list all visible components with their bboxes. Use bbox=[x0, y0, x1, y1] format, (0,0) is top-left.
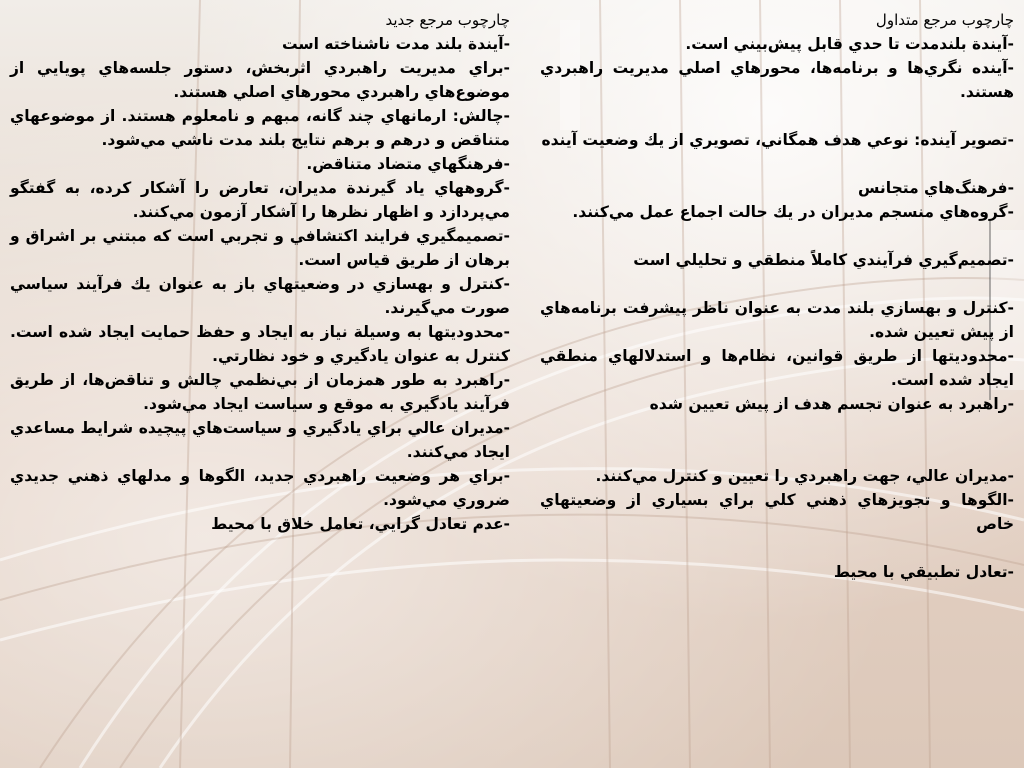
current-frame-item: -تصوير آينده: نوعي هدف همگاني، تصويري از يك وضعيت آينده bbox=[541, 131, 1014, 149]
new-frame-item: -مديران عالي براي يادگيري و سياست‌هاي پيچيده شرايط مساعدي ايجاد مي‌كنند. bbox=[10, 419, 510, 461]
current-frame-item: -گروه‌هاي منسجم مديران در يك حالت اجماع عمل مي‌كنند. bbox=[572, 203, 1014, 221]
new-frame-item: -محدوديتها به وسيلة نياز به ايجاد و حفظ حمايت ايجاد شده است. كنترل به عنوان يادگيري و خود نظارتي. bbox=[10, 323, 510, 365]
spacer bbox=[540, 104, 1014, 128]
spacer bbox=[540, 416, 1014, 440]
current-frame-item: -تصميم‌گيري فرآيندي كاملاً منطقي و تحليلي است bbox=[633, 251, 1014, 269]
new-frame-item: -كنترل و بهسازي در وضعيتهاي باز به عنوان يك فرآيند سياسي صورت مي‌گيرند. bbox=[10, 275, 510, 317]
spacer bbox=[540, 440, 1014, 464]
current-frame-item: -مديران عالي، جهت راهبردي را تعيين و كنترل مي‌كنند. bbox=[595, 467, 1014, 485]
new-frame-item: -آيندة بلند مدت ناشناخته است bbox=[281, 35, 510, 53]
new-frame-item: -براي هر وضعيت راهبردي جديد، الگوها و مدلهاي ذهني جديدي ضروري مي‌شود. bbox=[10, 467, 510, 509]
current-frame-item: -آيندة بلندمدت تا حدي قابل پيش‌بيني است. bbox=[685, 35, 1014, 53]
spacer bbox=[540, 152, 1014, 176]
current-frame-item: -تعادل تطبيقي با محيط bbox=[833, 563, 1014, 581]
current-frame-item: -آينده نگري‌ها و برنامه‌ها، محورهاي اصلي مديريت راهبردي هستند. bbox=[540, 59, 1014, 101]
new-frame-item: -عدم تعادل گرايي، تعامل خلاق با محيط bbox=[211, 515, 510, 533]
current-frame-item: -راهبرد به عنوان تجسم هدف از پيش تعيين شده bbox=[649, 395, 1014, 413]
current-frame-item: -محدوديتها از طريق قوانين، نظام‌ها و استدلالهاي منطقي ايجاد شده است. bbox=[540, 347, 1014, 389]
current-frame-item: -الگوها و تجويزهاي ذهني كلي براي بسياري از وضعيتهاي خاص bbox=[540, 491, 1014, 533]
new-frame-item: -گروههاي ياد گيرندة مديران، تعارض را آشكار كرده، به گفتگو مي‌پردازد و اظهار نظرها را آشكار آزمون مي‌كنند. bbox=[10, 179, 510, 221]
current-frame-title: چارچوب مرجع متداول bbox=[875, 11, 1014, 29]
new-frame-item: -تصميمگيري فرايند اكتشافي و تجربي است كه مبتني بر اشراق و برهان از طريق قياس است. bbox=[10, 227, 510, 269]
new-frame-item: -چالش: ارمانهاي چند گانه، مبهم و نامعلوم هستند. از موضوعهاي متناقض و درهم و برهم نتايج بلند مدت ناشي مي‌شود. bbox=[10, 107, 510, 149]
current-frame-item: -كنترل و بهسازي بلند مدت به عنوان ناظر پيشرفت برنامه‌هاي از پيش تعيين شده. bbox=[540, 299, 1014, 341]
spacer bbox=[540, 272, 1014, 296]
current-frame-item: -فرهنگ‌هاي متجانس bbox=[858, 179, 1014, 197]
new-frame-title: چارچوب مرجع جديد bbox=[385, 11, 510, 29]
spacer bbox=[540, 536, 1014, 560]
current-frame-of-reference-column bbox=[540, 8, 1014, 584]
new-frame-of-reference-column bbox=[10, 8, 510, 536]
new-frame-item: -براي مديريت راهبردي اثربخش، دستور جلسه‌هاي پويايي از موضوع‌هاي راهبردي محورهاي اصلي هستند. bbox=[10, 59, 510, 101]
new-frame-item: -راهبرد به طور همزمان از بي‌نظمي چالش و تناقض‌ها، از طريق فرآيند يادگيري به موقع و سياست ايجاد مي‌شود. bbox=[10, 371, 510, 413]
new-frame-item: -فرهنگهاي متضاد متناقض. bbox=[306, 155, 510, 173]
spacer bbox=[540, 224, 1014, 248]
